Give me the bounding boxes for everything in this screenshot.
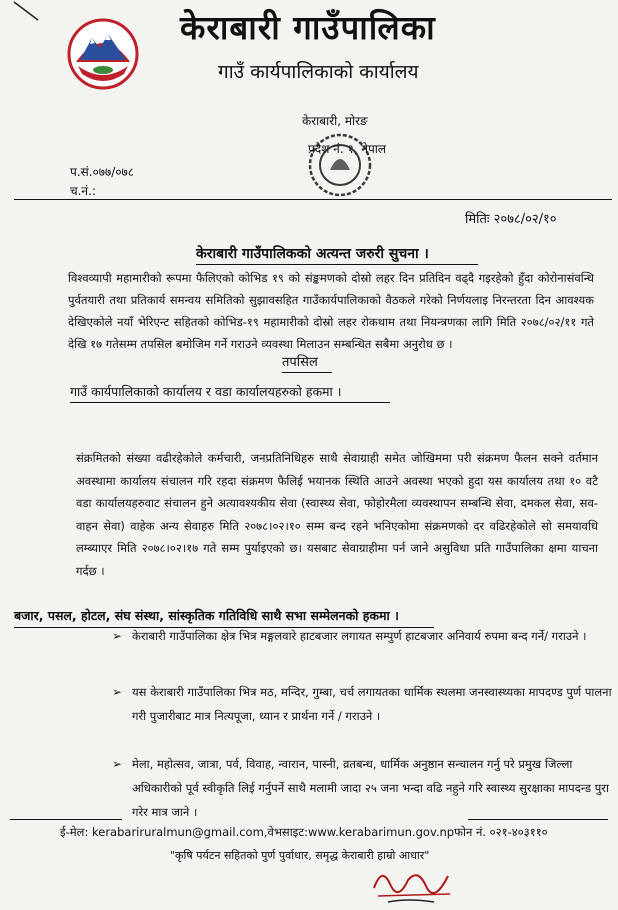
bullet-text-2: यस केराबारी गाउँपालिका भित्र मठ, मन्दिर, गुम्बा, चर्च लगायतका धार्मिक स्थलमा जनस्वास्थ्यका मापदण्ड पुर्ण पालना गरी पुजारीबाट मात्र नित्यपूजा, ध्यान र प्रार्थना गर्ने / गराउने ।	[132, 685, 612, 723]
contact-line: ई-मेल: kerabariruralmun@gmail.com,वेभसाइट:www.kerabarimun.gov.npफोन नं. ०२१-४०३११०	[60, 825, 548, 839]
arrow-bullet-icon: ➢	[112, 757, 123, 771]
reference-number: प.सं.०७७/०७८	[70, 165, 135, 179]
arrow-bullet-icon: ➢	[112, 629, 123, 643]
notice-date: मितिः २०७८/०२/१०	[465, 212, 557, 227]
header-divider	[14, 199, 612, 200]
section1-underline	[70, 402, 390, 403]
signature-icon	[368, 858, 458, 906]
bullet-text-1: केराबारी गाउँपालिका क्षेत्र भित्र मङ्गलवारे हाटबजार लगायत सम्पुर्ण हाटबजार अनिवार्य रुपमा बन्द गर्ने/ गराउने ।	[132, 629, 587, 643]
tapsil-underline	[282, 372, 332, 373]
bullet-item-2	[112, 680, 612, 728]
intro-paragraph: विश्वव्यापी महामारीको रूपमा फैलिएको कोभिड १९ को संङ्कमणको दोस्रो लहर दिन प्रतिदिन वढ्दै गइरहेको हुँदा कोरोनासंवन्धि पुर्वतयारी तथा प्रतिकार्य समन्वय समितिको सुझावसहित गाउँकार्यपालिकाको वैठकले गरेको निर्णयलाइ निरन्तरता दिन आवश्यक देखिएकोले नयाँ भेरिएन्ट सहितको कोभिड-१९ महामारीको दोस्रो लहर रोकथाम तथा नियन्त्रणका लागि मिति २०७८/०२/११ गते देखि १७ गतेसम्म तपसिल बमोजिम गर्ने गराउने व्यवस्था मिलाउन सम्बन्धित सबैमा अनुरोध छ ।	[68, 271, 594, 351]
office-stamp-icon	[305, 130, 375, 200]
slogan-line: "कृषि पर्यटन सहितको पुर्ण पुर्वाधार, समृद्ध केराबारी हाम्रो आधार"	[170, 849, 430, 862]
corner-mark-icon	[12, 0, 40, 24]
section1-paragraph: संक्रमितको संख्या वढीरहेकोले कर्मचारी, जनप्रतिनिधिहरु साथै सेवाग्राही समेत जोखिममा परी संक्रमण फैलन सक्ने वर्तमान अवस्थामा कार्यालय संचालन गरि रहदा संक्रमण फैलिई भयानक स्थिति आउने अवस्था भएको हुदा यस कार्यालय तथा १० वटै वडा कार्यालयहरुवाट संचालन हुने अत्यावश्यकीय सेवा (स्वास्थ्य सेवा, फोहोरमैला व्यवस्थापन सम्बन्धि सेवा, दमकल सेवा, सव-वाहन सेवा) वाहेक अन्य सेवाहरु मिति २०७८।०२।१० सम्म बन्द रहने भनिएकोमा संक्रमणको दर वढिरहेकोले सो समयावधि लम्ब्याएर मिति २०७८।०२।१७ गते सम्म पुर्याइएको छ। यसबाट सेवाग्राहीमा पर्न जाने असुविधा प्रति गाउँपालिका क्षमा याचना गर्दछ ।	[76, 451, 598, 578]
section2-heading: बजार, पसल, होटल, संघ संस्था, सांस्कृतिक गतिविधि साथै सभा सम्मेलनको हकमा ।	[14, 608, 399, 623]
tapsil-heading: तपसिल	[282, 355, 318, 370]
nepal-emblem-icon	[64, 14, 142, 92]
notice-title-underline	[196, 264, 478, 265]
bullet-item-1	[112, 624, 612, 648]
footer-divider-right	[468, 819, 608, 820]
location-line-2: प्रदेश नं. १, नेपाल	[308, 142, 387, 156]
bullet-text-3: मेला, महोत्सव, जात्रा, पर्व, विवाह, न्वारान, पास्नी, व्रतबन्ध, धार्मिक अनुष्ठान सन्चालन गर्नु परे प्रमुख जिल्ला अधिकारीको पूर्व स्वीकृति लिई गर्नुपर्ने साथै मलामी जादा २५ जना भन्दा वढि नहुने गरि स्वास्थ्य सुरक्षाका मापदन्ड पुरा गरेर मात्र जाने ।	[132, 757, 609, 819]
municipality-title: केराबारी गाउँपालिका	[180, 8, 436, 47]
notice-title: केराबारी गाउँपालिकको अत्यन्त जरुरी सुचना ।	[196, 246, 429, 262]
office-subtitle: गाउँ कार्यपालिकाको कार्यालय	[218, 61, 419, 83]
section1-heading: गाउँ कार्यपालिकाको कार्यालय र वडा कार्यालयहरुको हकमा ।	[70, 384, 342, 399]
location-line-1: केराबारी, मोरङ	[302, 114, 368, 128]
footer-divider-left	[10, 819, 122, 820]
arrow-bullet-icon: ➢	[112, 685, 123, 699]
chalan-number: च.नं.:	[70, 184, 96, 198]
bullet-item-3	[112, 752, 612, 824]
